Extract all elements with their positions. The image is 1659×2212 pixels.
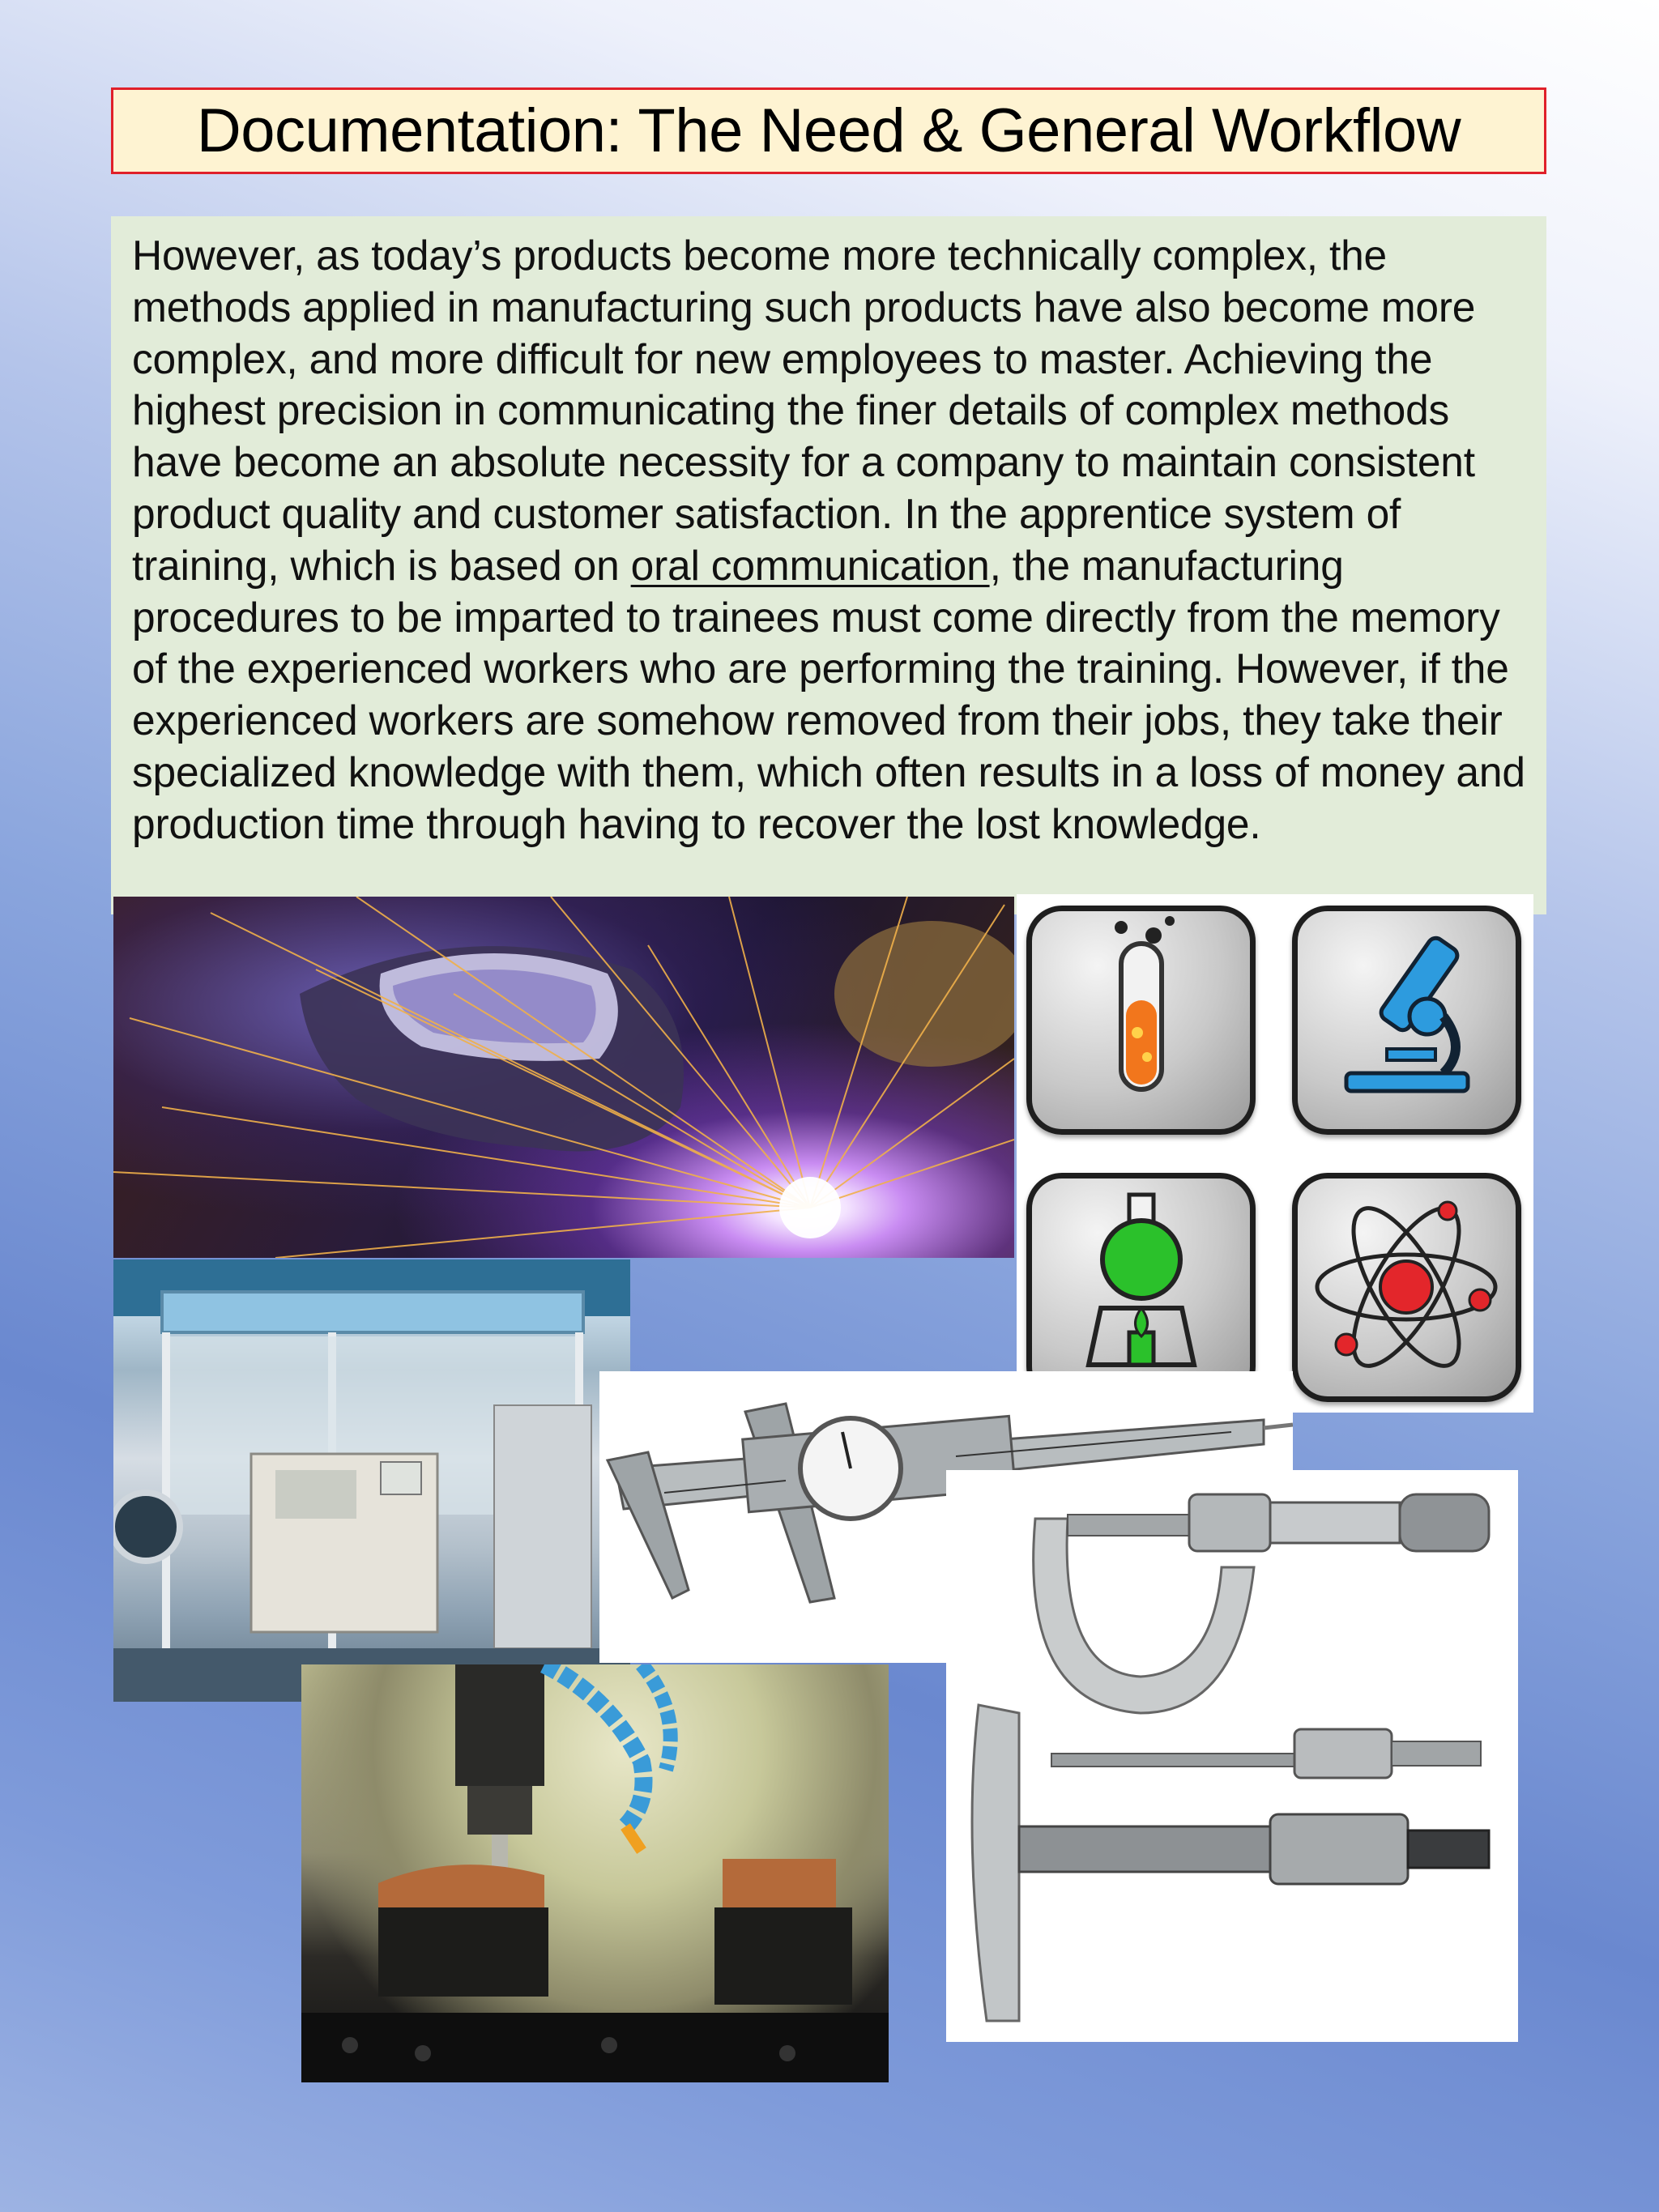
microscope-icon xyxy=(1292,906,1521,1135)
body-text-part2: , the manufacturing procedures to be imparted to trainees must come directly from the memory of the experienced workers who are performing the training. However, if the experienced workers are somehow removed from their jobs, they take their specialized knowledge with them, which often results in a loss of money and production time through having to recover the lost knowledge. xyxy=(132,541,1525,847)
test-tube-icon xyxy=(1026,906,1256,1135)
atom-icon xyxy=(1292,1173,1521,1402)
body-paragraph xyxy=(132,230,1527,850)
body-text-part1: However, as today’s products become more technically complex, the methods applied in manufacturing such products have also become more complex, and more difficult for new employees to master. Achieving the highest precision in communicating the finer details of complex methods have become an absolute necessity for a company to maintain consistent product quality and customer satisfaction. In the apprentice system of training, which is based on xyxy=(132,232,1476,589)
body-text-underlined: oral communication xyxy=(630,541,990,589)
body-text-box xyxy=(111,216,1546,914)
flask-burner-icon xyxy=(1026,1173,1256,1402)
cleanroom-photo xyxy=(113,1259,630,1702)
micrometer-photo xyxy=(946,1470,1518,2042)
slide-title-box xyxy=(111,87,1546,174)
science-icons-panel xyxy=(1017,894,1533,1413)
slide-title: Documentation: The Need & General Workflow xyxy=(196,96,1461,165)
welding-photo xyxy=(113,897,1014,1258)
cnc-machining-photo xyxy=(301,1664,889,2082)
